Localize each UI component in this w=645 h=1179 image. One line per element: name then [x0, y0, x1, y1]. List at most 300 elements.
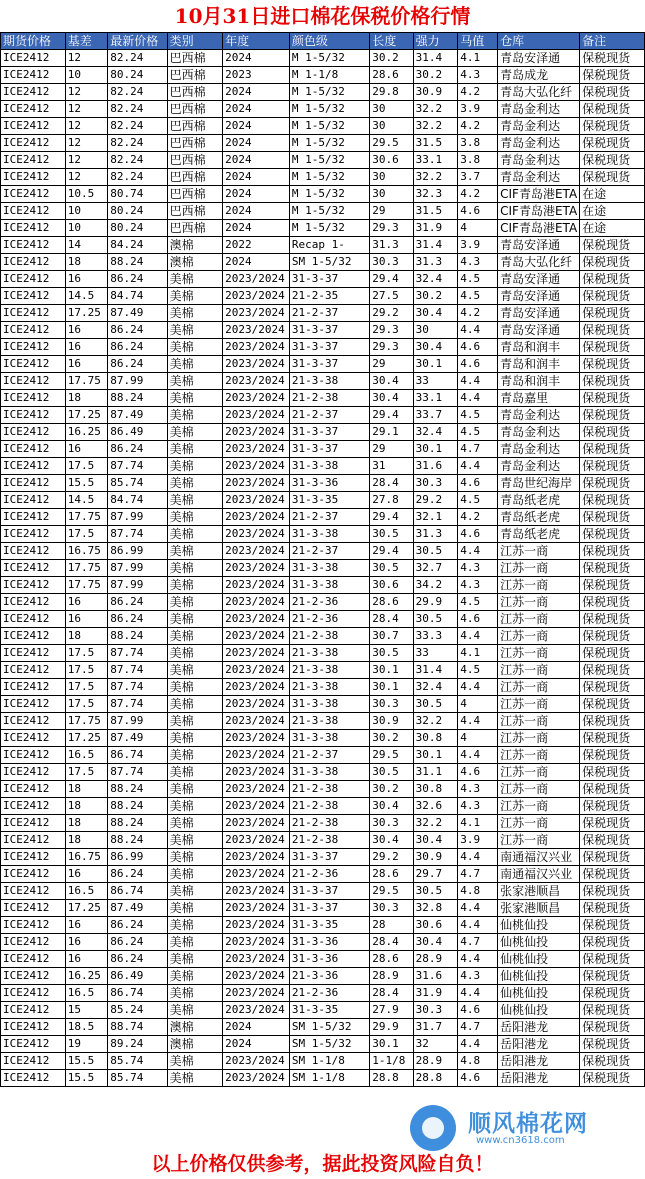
- col-header-remark: 备注: [580, 33, 645, 50]
- table-cell: ICE2412: [1, 305, 66, 322]
- table-row: [1, 798, 645, 815]
- table-cell: M 1-5/32: [289, 135, 369, 152]
- table-cell: 2023/2024: [223, 356, 290, 373]
- table-cell: M 1-5/32: [289, 203, 369, 220]
- table-cell: 1-1/8: [370, 1053, 413, 1070]
- table-cell: 21-3-38: [289, 662, 369, 679]
- table-cell: 30.4: [370, 832, 413, 849]
- table-cell: 31.5: [413, 203, 458, 220]
- table-cell: 31.3: [413, 254, 458, 271]
- table-cell: 14.5: [65, 492, 108, 509]
- table-cell: 16: [65, 917, 108, 934]
- table-cell: 17.75: [65, 509, 108, 526]
- table-cell: 32.4: [413, 424, 458, 441]
- table-cell: 4.5: [458, 424, 498, 441]
- table-cell: 美棉: [167, 390, 222, 407]
- table-cell: 青岛金利达: [498, 441, 580, 458]
- table-cell: 3.9: [458, 832, 498, 849]
- table-cell: 31.4: [413, 237, 458, 254]
- table-cell: 30.7: [370, 628, 413, 645]
- table-row: [1, 985, 645, 1002]
- table-cell: 美棉: [167, 611, 222, 628]
- table-row: [1, 730, 645, 747]
- table-cell: 4.3: [458, 781, 498, 798]
- table-cell: 31-3-38: [289, 526, 369, 543]
- table-cell: 4.5: [458, 662, 498, 679]
- table-cell: 21-2-38: [289, 628, 369, 645]
- table-cell: 86.99: [108, 849, 167, 866]
- table-cell: 17.75: [65, 373, 108, 390]
- table-cell: 28.4: [370, 985, 413, 1002]
- table-cell: ICE2412: [1, 645, 66, 662]
- table-cell: 4.6: [458, 1002, 498, 1019]
- table-cell: 27.9: [370, 1002, 413, 1019]
- table-cell: 12: [65, 152, 108, 169]
- table-cell: 美棉: [167, 339, 222, 356]
- table-cell: 2023/2024: [223, 713, 290, 730]
- table-cell: M 1-5/32: [289, 220, 369, 237]
- table-cell: 保税现货: [580, 254, 645, 271]
- table-cell: 87.49: [108, 730, 167, 747]
- table-cell: 30.9: [413, 84, 458, 101]
- table-cell: ICE2412: [1, 917, 66, 934]
- table-header-row: [1, 33, 645, 50]
- table-cell: 4.8: [458, 883, 498, 900]
- table-cell: ICE2412: [1, 1053, 66, 1070]
- table-cell: 32.8: [413, 900, 458, 917]
- table-cell: 33: [413, 373, 458, 390]
- table-cell: ICE2412: [1, 594, 66, 611]
- table-cell: 2024: [223, 1036, 290, 1053]
- table-cell: 31-3-35: [289, 917, 369, 934]
- table-cell: 4.5: [458, 271, 498, 288]
- table-cell: 84.24: [108, 237, 167, 254]
- table-cell: 86.24: [108, 934, 167, 951]
- table-cell: 保税现货: [580, 900, 645, 917]
- table-cell: ICE2412: [1, 118, 66, 135]
- table-cell: 16.5: [65, 985, 108, 1002]
- table-cell: 17.5: [65, 645, 108, 662]
- table-cell: 29: [370, 203, 413, 220]
- table-cell: 4.7: [458, 866, 498, 883]
- table-cell: 29.3: [370, 322, 413, 339]
- table-cell: 30.1: [413, 747, 458, 764]
- table-cell: CIF青岛港ETA: [498, 220, 580, 237]
- table-cell: 4.5: [458, 407, 498, 424]
- table-cell: 美棉: [167, 458, 222, 475]
- table-cell: 江苏一商: [498, 815, 580, 832]
- table-cell: 30.8: [413, 781, 458, 798]
- table-cell: 保税现货: [580, 815, 645, 832]
- table-cell: SM 1-1/8: [289, 1053, 369, 1070]
- table-cell: 87.74: [108, 696, 167, 713]
- table-cell: 保税现货: [580, 101, 645, 118]
- table-cell: 2023/2024: [223, 560, 290, 577]
- table-cell: ICE2412: [1, 203, 66, 220]
- table-cell: ICE2412: [1, 764, 66, 781]
- table-cell: 在途: [580, 186, 645, 203]
- table-cell: 青岛安泽通: [498, 50, 580, 67]
- table-cell: ICE2412: [1, 186, 66, 203]
- table-cell: 30.3: [370, 696, 413, 713]
- table-cell: 86.24: [108, 441, 167, 458]
- table-cell: 美棉: [167, 917, 222, 934]
- table-row: [1, 203, 645, 220]
- table-cell: 88.24: [108, 628, 167, 645]
- table-cell: 美棉: [167, 271, 222, 288]
- table-cell: 保税现货: [580, 356, 645, 373]
- table-cell: 保税现货: [580, 390, 645, 407]
- table-cell: 32.2: [413, 815, 458, 832]
- table-cell: 2023/2024: [223, 764, 290, 781]
- table-cell: 2023/2024: [223, 985, 290, 1002]
- table-cell: 4.2: [458, 305, 498, 322]
- table-cell: 87.49: [108, 900, 167, 917]
- table-cell: 保税现货: [580, 696, 645, 713]
- table-cell: 31.9: [413, 220, 458, 237]
- table-cell: 17.5: [65, 458, 108, 475]
- table-cell: 82.24: [108, 84, 167, 101]
- table-cell: 80.24: [108, 220, 167, 237]
- watermark-name: 顺风棉花网: [468, 1111, 588, 1137]
- cotton-logo-icon: [410, 1105, 456, 1151]
- table-cell: 33.1: [413, 152, 458, 169]
- table-cell: 2023/2024: [223, 509, 290, 526]
- table-cell: 87.74: [108, 662, 167, 679]
- table-cell: 21-2-38: [289, 832, 369, 849]
- table-cell: ICE2412: [1, 1002, 66, 1019]
- table-cell: 21-2-35: [289, 288, 369, 305]
- table-cell: ICE2412: [1, 747, 66, 764]
- table-cell: 4.6: [458, 1070, 498, 1087]
- table-cell: 30.4: [370, 390, 413, 407]
- table-cell: 82.24: [108, 135, 167, 152]
- table-cell: ICE2412: [1, 373, 66, 390]
- table-cell: 2023/2024: [223, 645, 290, 662]
- table-cell: 保税现货: [580, 951, 645, 968]
- table-cell: 31.6: [413, 968, 458, 985]
- table-cell: ICE2412: [1, 492, 66, 509]
- table-cell: 84.74: [108, 492, 167, 509]
- table-cell: 江苏一商: [498, 696, 580, 713]
- disclaimer-footer: 以上价格仅供参考，据此投资风险自负！: [151, 1153, 494, 1175]
- table-cell: 2023/2024: [223, 526, 290, 543]
- table-cell: 21-2-37: [289, 407, 369, 424]
- table-cell: 巴西棉: [167, 135, 222, 152]
- table-cell: 30.4: [413, 339, 458, 356]
- table-cell: 保税现货: [580, 866, 645, 883]
- table-cell: ICE2412: [1, 679, 66, 696]
- table-cell: 12: [65, 101, 108, 118]
- table-cell: 4.5: [458, 492, 498, 509]
- table-cell: 18: [65, 628, 108, 645]
- col-header-warehouse: 仓库: [498, 33, 580, 50]
- table-cell: 青岛嘉里: [498, 390, 580, 407]
- table-cell: ICE2412: [1, 1019, 66, 1036]
- table-cell: 江苏一商: [498, 832, 580, 849]
- table-cell: 巴西棉: [167, 50, 222, 67]
- table-cell: 30.5: [370, 526, 413, 543]
- table-row: [1, 968, 645, 985]
- table-cell: ICE2412: [1, 968, 66, 985]
- table-cell: 青岛纸老虎: [498, 526, 580, 543]
- table-row: [1, 186, 645, 203]
- table-cell: 2023/2024: [223, 441, 290, 458]
- table-cell: ICE2412: [1, 951, 66, 968]
- table-cell: 30.1: [413, 356, 458, 373]
- table-cell: 保税现货: [580, 883, 645, 900]
- table-cell: 19: [65, 1036, 108, 1053]
- table-cell: 28.8: [413, 1070, 458, 1087]
- table-cell: 31-3-38: [289, 560, 369, 577]
- table-cell: ICE2412: [1, 985, 66, 1002]
- table-row: [1, 611, 645, 628]
- table-cell: 仙桃仙投: [498, 1002, 580, 1019]
- table-cell: 32.2: [413, 169, 458, 186]
- table-cell: 美棉: [167, 526, 222, 543]
- table-cell: 29.9: [413, 594, 458, 611]
- table-cell: 保税现货: [580, 611, 645, 628]
- table-cell: 2023/2024: [223, 373, 290, 390]
- table-cell: 17.75: [65, 713, 108, 730]
- table-row: [1, 951, 645, 968]
- table-cell: 澳棉: [167, 254, 222, 271]
- table-cell: 美棉: [167, 866, 222, 883]
- table-cell: 31-3-38: [289, 730, 369, 747]
- table-cell: 保税现货: [580, 577, 645, 594]
- table-cell: 保税现货: [580, 67, 645, 84]
- table-cell: 31-3-35: [289, 492, 369, 509]
- table-cell: 29.8: [370, 84, 413, 101]
- table-cell: 在途: [580, 220, 645, 237]
- table-cell: 32.2: [413, 118, 458, 135]
- table-cell: 保税现货: [580, 152, 645, 169]
- table-cell: 青岛金利达: [498, 118, 580, 135]
- table-cell: 美棉: [167, 747, 222, 764]
- table-cell: 2023/2024: [223, 747, 290, 764]
- table-cell: 30.5: [370, 560, 413, 577]
- table-row: [1, 458, 645, 475]
- table-cell: 17.25: [65, 900, 108, 917]
- table-row: [1, 645, 645, 662]
- table-cell: 美棉: [167, 475, 222, 492]
- table-cell: 保税现货: [580, 271, 645, 288]
- table-cell: 21-2-36: [289, 611, 369, 628]
- table-cell: 青岛和润丰: [498, 373, 580, 390]
- table-cell: 2023/2024: [223, 832, 290, 849]
- table-cell: 15.5: [65, 1053, 108, 1070]
- col-header-futures: 期货价格: [1, 33, 66, 50]
- table-cell: 86.24: [108, 271, 167, 288]
- table-cell: ICE2412: [1, 577, 66, 594]
- table-cell: 31-3-37: [289, 849, 369, 866]
- col-header-length: 长度: [370, 33, 413, 50]
- table-cell: 31-3-35: [289, 1002, 369, 1019]
- table-cell: 86.24: [108, 322, 167, 339]
- table-cell: 30: [370, 101, 413, 118]
- table-cell: 江苏一商: [498, 798, 580, 815]
- table-cell: 88.24: [108, 832, 167, 849]
- table-cell: 美棉: [167, 781, 222, 798]
- table-cell: 85.74: [108, 1070, 167, 1087]
- table-row: [1, 679, 645, 696]
- table-cell: 28.4: [370, 475, 413, 492]
- table-cell: 美棉: [167, 883, 222, 900]
- table-cell: 32.4: [413, 271, 458, 288]
- table-cell: 保税现货: [580, 169, 645, 186]
- table-cell: 88.24: [108, 254, 167, 271]
- table-cell: 30: [370, 118, 413, 135]
- table-cell: 17.75: [65, 560, 108, 577]
- table-cell: 保税现货: [580, 543, 645, 560]
- table-cell: 21-3-36: [289, 968, 369, 985]
- table-cell: 30.1: [370, 662, 413, 679]
- table-cell: 80.24: [108, 67, 167, 84]
- table-cell: 28.9: [370, 968, 413, 985]
- table-cell: 21-2-36: [289, 985, 369, 1002]
- table-cell: 4.4: [458, 458, 498, 475]
- table-cell: 巴西棉: [167, 169, 222, 186]
- table-cell: 31-3-37: [289, 356, 369, 373]
- table-cell: 30.5: [413, 543, 458, 560]
- table-cell: 87.99: [108, 577, 167, 594]
- table-row: [1, 118, 645, 135]
- table-cell: ICE2412: [1, 900, 66, 917]
- table-cell: 21-3-38: [289, 373, 369, 390]
- table-cell: 美棉: [167, 356, 222, 373]
- table-cell: 4.1: [458, 815, 498, 832]
- table-cell: 33.7: [413, 407, 458, 424]
- table-cell: 15: [65, 1002, 108, 1019]
- table-cell: 2023/2024: [223, 662, 290, 679]
- table-cell: ICE2412: [1, 628, 66, 645]
- table-cell: 80.24: [108, 203, 167, 220]
- table-cell: 30: [370, 186, 413, 203]
- table-cell: 87.74: [108, 458, 167, 475]
- table-cell: 28.9: [413, 951, 458, 968]
- table-cell: 仙桃仙投: [498, 968, 580, 985]
- table-cell: 巴西棉: [167, 101, 222, 118]
- table-cell: 3.9: [458, 237, 498, 254]
- table-cell: 保税现货: [580, 135, 645, 152]
- table-cell: 保税现货: [580, 849, 645, 866]
- table-cell: 江苏一商: [498, 679, 580, 696]
- table-cell: 16: [65, 866, 108, 883]
- table-cell: 32.1: [413, 509, 458, 526]
- table-cell: 青岛安泽通: [498, 322, 580, 339]
- table-cell: 2023/2024: [223, 407, 290, 424]
- table-cell: 江苏一商: [498, 628, 580, 645]
- table-cell: ICE2412: [1, 560, 66, 577]
- table-cell: 2022: [223, 237, 290, 254]
- table-cell: 80.74: [108, 186, 167, 203]
- table-cell: 保税现货: [580, 781, 645, 798]
- table-cell: 4.4: [458, 679, 498, 696]
- table-cell: 21-2-38: [289, 815, 369, 832]
- table-cell: 16.75: [65, 849, 108, 866]
- table-cell: 2023/2024: [223, 951, 290, 968]
- table-cell: 28.6: [370, 594, 413, 611]
- table-cell: ICE2412: [1, 169, 66, 186]
- table-cell: 2023/2024: [223, 900, 290, 917]
- table-cell: 28.6: [370, 951, 413, 968]
- table-cell: 2023/2024: [223, 628, 290, 645]
- table-cell: 30.3: [370, 815, 413, 832]
- page-title: 10月31日进口棉花保税价格行情: [174, 4, 471, 28]
- table-cell: 30: [413, 322, 458, 339]
- table-cell: 保税现货: [580, 679, 645, 696]
- table-cell: 4.6: [458, 475, 498, 492]
- watermark-url: www.cn3618.com: [476, 1135, 565, 1146]
- table-cell: 2023/2024: [223, 305, 290, 322]
- table-row: [1, 866, 645, 883]
- table-cell: 87.99: [108, 509, 167, 526]
- table-row: [1, 815, 645, 832]
- table-cell: M 1-5/32: [289, 84, 369, 101]
- table-cell: 31.6: [413, 458, 458, 475]
- table-row: [1, 917, 645, 934]
- table-cell: ICE2412: [1, 798, 66, 815]
- table-cell: 美棉: [167, 713, 222, 730]
- table-cell: 4: [458, 220, 498, 237]
- table-cell: 2023/2024: [223, 798, 290, 815]
- table-row: [1, 900, 645, 917]
- table-cell: 保税现货: [580, 560, 645, 577]
- table-cell: 美棉: [167, 373, 222, 390]
- table-cell: 89.24: [108, 1036, 167, 1053]
- table-cell: 青岛金利达: [498, 407, 580, 424]
- table-cell: 30.4: [370, 798, 413, 815]
- table-cell: 87.99: [108, 560, 167, 577]
- table-cell: 14: [65, 237, 108, 254]
- table-row: [1, 849, 645, 866]
- table-cell: 4.6: [458, 611, 498, 628]
- table-cell: 岳阳港龙: [498, 1019, 580, 1036]
- table-cell: 美棉: [167, 543, 222, 560]
- table-cell: M 1-5/32: [289, 169, 369, 186]
- table-cell: 30.5: [413, 611, 458, 628]
- table-cell: 18: [65, 254, 108, 271]
- table-cell: M 1-5/32: [289, 152, 369, 169]
- table-cell: 16.25: [65, 968, 108, 985]
- table-cell: 31-3-37: [289, 271, 369, 288]
- table-cell: 29: [370, 356, 413, 373]
- table-cell: 保税现货: [580, 594, 645, 611]
- table-row: [1, 781, 645, 798]
- table-row: [1, 50, 645, 67]
- table-row: [1, 288, 645, 305]
- table-cell: 4.6: [458, 526, 498, 543]
- table-cell: SM 1-5/32: [289, 254, 369, 271]
- table-cell: ICE2412: [1, 322, 66, 339]
- table-cell: 4.4: [458, 1036, 498, 1053]
- table-cell: 18: [65, 798, 108, 815]
- table-cell: 青岛金利达: [498, 152, 580, 169]
- table-row: [1, 832, 645, 849]
- table-cell: 12: [65, 50, 108, 67]
- table-cell: 巴西棉: [167, 203, 222, 220]
- table-cell: 保税现货: [580, 424, 645, 441]
- table-cell: 2023/2024: [223, 322, 290, 339]
- table-cell: 4.7: [458, 1019, 498, 1036]
- table-cell: 17.5: [65, 526, 108, 543]
- table-cell: 29.2: [370, 305, 413, 322]
- table-cell: 美棉: [167, 560, 222, 577]
- table-cell: 16: [65, 271, 108, 288]
- table-cell: 巴西棉: [167, 152, 222, 169]
- table-cell: 16.25: [65, 424, 108, 441]
- table-cell: 江苏一商: [498, 645, 580, 662]
